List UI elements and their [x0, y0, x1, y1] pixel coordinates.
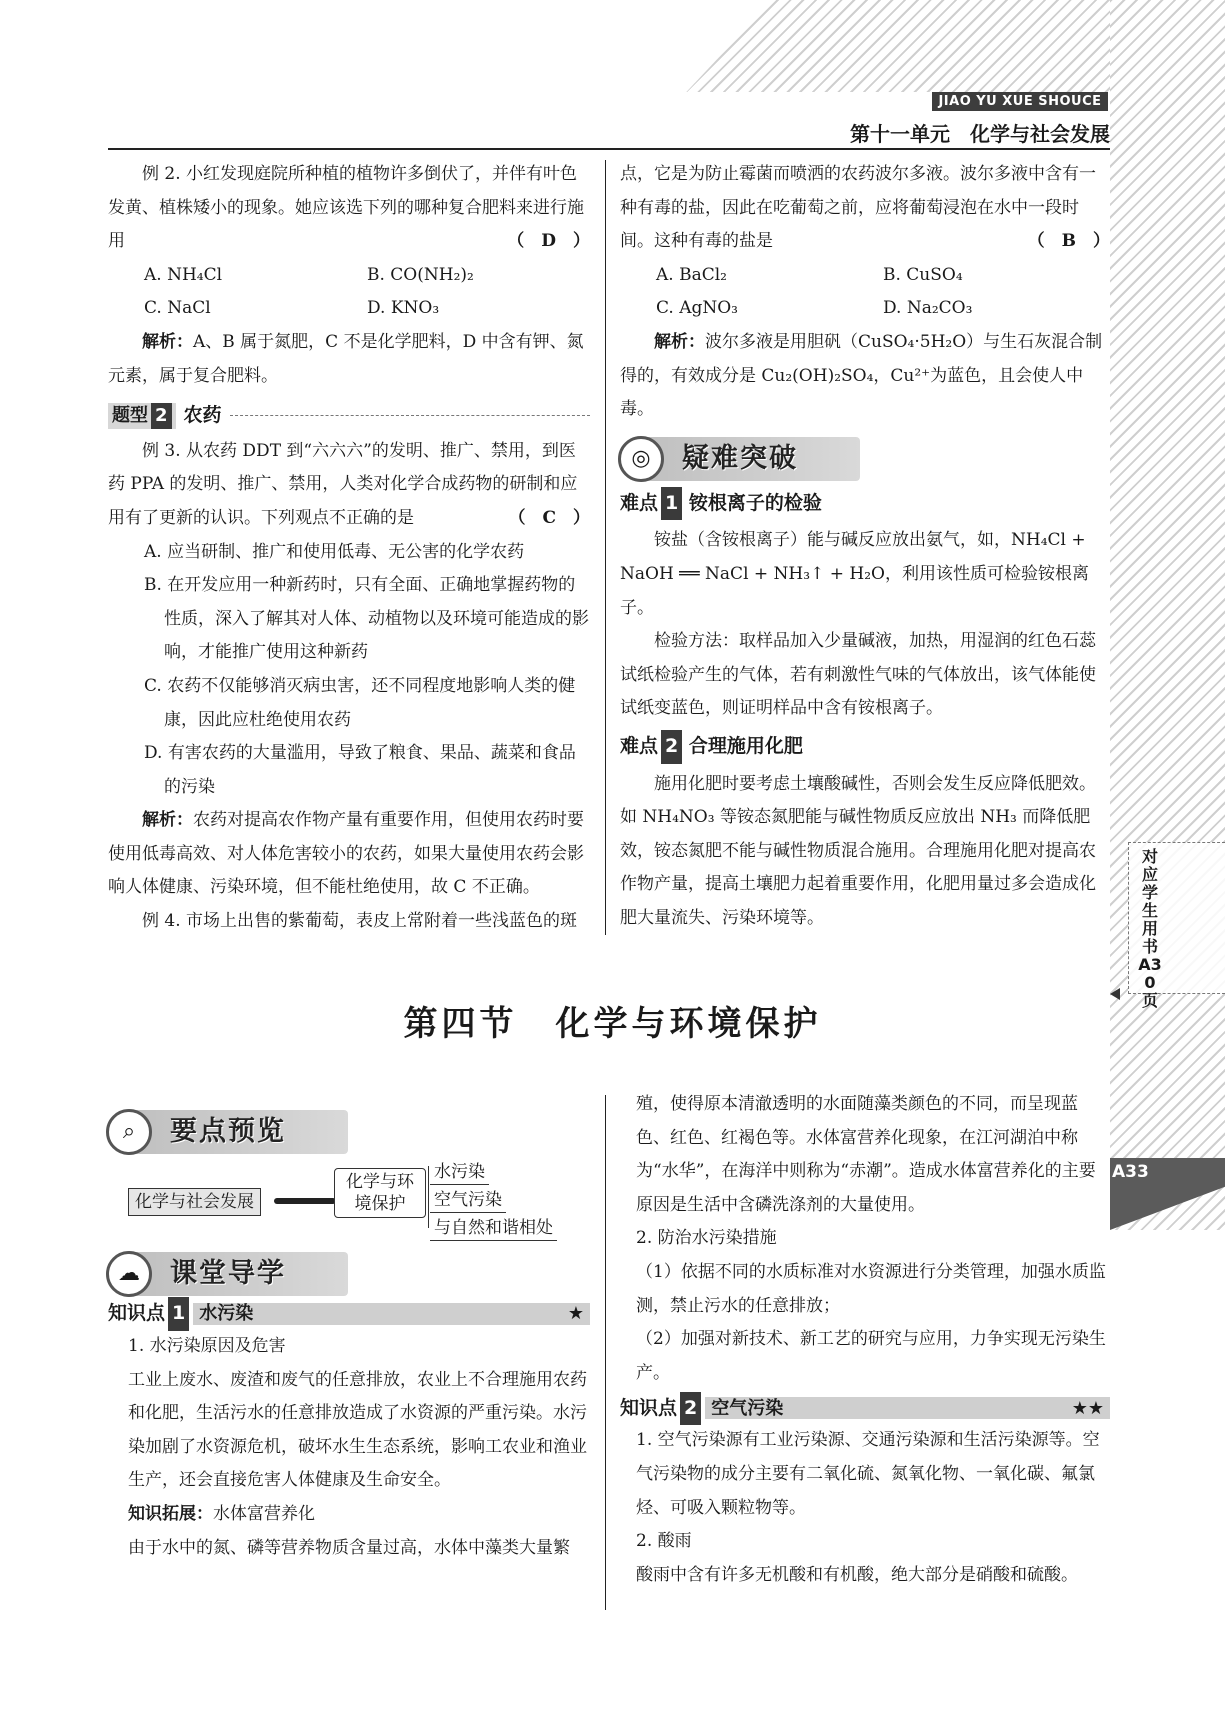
option-c: C. AgNO₃	[656, 298, 738, 319]
difficulty-number: 1	[661, 487, 682, 521]
air-pollution-para-1: 1. 空气污染源有工业污染源、交通污染源和生活污染源等。空气污染物的成分主要有二氧化硫、氮氧化物、一氧化碳、氟氯烃、可吸入颗粒物等。	[636, 1430, 1100, 1518]
analysis-text: 农药对提高农作物产量有重要作用，但使用农药时要使用低毒高效、对人体危害较小的农药，如果大量使用农药会影响人体健康、污染环境，但不能杜绝使用，故 C 不正确。	[108, 810, 584, 898]
mind-map-middle-node: 化学与环境保护	[334, 1168, 426, 1218]
acid-rain-para: 酸雨中含有许多无机酸和有机酸，绝大部分是硝酸和硫酸。	[636, 1564, 1078, 1585]
extension-para-continued: 殖，使得原本清澈透明的水面随藻类颜色的不同，而呈现蓝色、红色、红褐色等。水体富营养化现象，在江河湖泊中称为“水华”，在海洋中则称为“赤潮”。造成水体富营养化的主要原因是生活中含磷洗涤剂的大量使用。	[636, 1094, 1096, 1215]
analysis-label: 解析：	[142, 331, 193, 352]
example-3-stem	[108, 435, 590, 536]
knowledge-title: 水污染	[199, 1303, 254, 1325]
page-number: A33	[1112, 1162, 1149, 1182]
banner-title: 要点预览	[170, 1116, 286, 1148]
column-divider-bottom	[605, 1095, 606, 1610]
right-column-top	[620, 158, 1110, 935]
banner-title: 疑难突破	[682, 442, 798, 474]
header-unit-title: 第十一单元 化学与社会发展	[850, 122, 1110, 146]
analysis-text: 波尔多液是用胆矾（CuSO₄·5H₂O）与生石灰混合制得的，有效成分是 Cu₂(OH)₂SO₄，Cu²⁺为蓝色，且会使人中毒。	[620, 331, 1103, 420]
option-b: B. CO(NH₂)₂	[367, 264, 474, 285]
knowledge-extension	[108, 1498, 590, 1532]
example-3-analysis	[108, 804, 590, 905]
type-label-text: 题型	[112, 404, 148, 426]
knowledge-label-text: 知识点	[108, 1302, 166, 1325]
column-divider-top	[605, 160, 606, 935]
type-number: 2	[151, 403, 172, 429]
option-c: C. NaCl	[144, 298, 211, 319]
header-english-title: JIAO YU XUE SHOUCE	[932, 92, 1108, 111]
analysis-text: A、B 属于氮肥，C 不是化学肥料，D 中含有钾、氮元素，属于复合肥料。	[108, 331, 584, 386]
knowledge-label	[620, 1392, 701, 1426]
right-column-bottom	[620, 1088, 1110, 1592]
option-d: D. Na₂CO₃	[883, 298, 973, 319]
analysis-label: 解析：	[142, 810, 193, 831]
extension-title: 水体富营养化	[213, 1503, 315, 1524]
knowledge-label-text: 知识点	[620, 1396, 678, 1419]
difficulty-title: 合理施用化肥	[688, 734, 803, 757]
type-title: 农药	[183, 404, 222, 427]
extension-label: 知识拓展：	[128, 1503, 213, 1524]
option-a: A. NH₄Cl	[144, 264, 223, 285]
option-b: B. CuSO₄	[883, 264, 963, 285]
mind-map-leaf-nature: 与自然和谐相处	[430, 1216, 557, 1241]
water-measures-heading: 2. 防治水污染措施	[636, 1228, 777, 1249]
example-2-text: 例 2. 小红发现庭院所种植的植物许多倒伏了，并伴有叶色发黄、植株矮小的现象。她应该选下列的哪种复合肥料来进行施用	[108, 164, 584, 252]
knowledge-bar	[193, 1303, 590, 1325]
difficulty-1-heading	[620, 487, 1110, 521]
left-column-bottom	[108, 1100, 590, 1565]
difficulty-label: 难点	[620, 491, 659, 514]
mind-map-leaf-air: 空气污染	[430, 1188, 506, 1213]
question-type-heading	[108, 399, 590, 433]
example-3-option-d: D. 有害农药的大量滥用，导致了粮食、果品、蔬菜和食品的污染	[144, 743, 576, 797]
option-a: A. BaCl₂	[656, 264, 727, 285]
knowledge-point-2-heading	[620, 1396, 1110, 1420]
example-4-continued	[620, 158, 1110, 259]
example-4-answer: （ B ）	[1027, 231, 1110, 252]
option-d: D. KNO₃	[367, 298, 440, 319]
section-title: 第四节 化学与环境保护	[403, 1004, 822, 1044]
example-3-text: 例 3. 从农药 DDT 到“六六六”的发明、推广、禁用，到医药 PPA 的发明、推广、禁用，人类对化学合成药物的研制和应用有了更新的认识。下列观点不正确的是	[108, 440, 578, 528]
example-2-stem	[108, 158, 590, 259]
example-2-options-row2	[108, 292, 590, 326]
difficulty-1-para-1: 铵盐（含铵根离子）能与碱反应放出氨气，如，NH₄Cl + NaOH ══ NaCl + NH₃↑ + H₂O，利用该性质可检验铵根离子。	[620, 530, 1089, 618]
knowledge-point-1-heading	[108, 1302, 590, 1326]
mind-map	[108, 1160, 590, 1242]
side-reference-tab: 对应学生用书A30页	[1138, 847, 1162, 1010]
knowledge-number: 2	[680, 1392, 701, 1426]
star-icon: ★★	[1071, 1397, 1104, 1419]
mind-map-leaf-water: 水污染	[430, 1160, 489, 1185]
example-4-text: 点，它是为防止霉菌而喷洒的农药波尔多液。波尔多液中含有一种有毒的盐，因此在吃葡萄之前，应将葡萄浸泡在水中一段时间。这种有毒的盐是	[620, 164, 1096, 252]
type-label	[108, 403, 176, 429]
knowledge-1-subheading: 1. 水污染原因及危害	[128, 1336, 286, 1356]
example-4-options-row1	[620, 259, 1110, 293]
example-3-option-c: C. 农药不仅能够消灭病虫害，还不同程度地影响人类的健康，因此应杜绝使用农药	[144, 675, 576, 730]
water-measure-1: （1）依据不同的水质标准对水资源进行分类管理，加强水质监测，禁止污水的任意排放；	[636, 1261, 1106, 1316]
mind-map-connector	[274, 1198, 336, 1204]
star-icon: ★	[567, 1303, 584, 1325]
class-guide-banner	[108, 1252, 348, 1296]
example-2-answer: （ D ）	[507, 231, 590, 252]
difficulty-2-para-1: 施用化肥时要考虑土壤酸碱性，否则会发生反应降低肥效。如 NH₄NO₃ 等铵态氮肥能与碱性物质反应放出 NH₃ 而降低肥效，铵态氮肥不能与碱性物质混合施用。合理施用化肥对提高农作物产量，提高土壤肥力起着重要作用，化肥用量过多会造成化肥大量流失、污染环境等。	[620, 773, 1096, 928]
example-2-options-row1	[108, 259, 590, 293]
difficulty-2-heading	[620, 730, 1110, 764]
magnifier-icon: ⌕	[106, 1109, 152, 1155]
example-3-option-a: A. 应当研制、推广和使用低毒、无公害的化学农药	[144, 541, 525, 562]
example-2-analysis	[108, 326, 590, 393]
difficulty-title: 铵根离子的检验	[688, 491, 822, 514]
knowledge-bar	[705, 1397, 1110, 1419]
signal-icon: ◎	[618, 436, 664, 482]
knowledge-title: 空气污染	[711, 1397, 784, 1419]
side-hatch-decoration	[1110, 0, 1225, 1230]
knowledge-1-para: 工业上废水、废渣和废气的任意排放，农业上不合理施用农药和化肥，生活污水的任意排放造成了水资源的严重污染。水污染加剧了水资源危机，破坏水生生态系统，影响工农业和渔业生产，还会直接危害人体健康及生命安全。	[128, 1369, 587, 1491]
water-measure-2: （2）加强对新技术、新工艺的研究与应用，力争实现无污染生产。	[636, 1329, 1106, 1383]
knowledge-label	[108, 1297, 189, 1331]
extension-para-start: 由于水中的氮、磷等营养物质含量过高，水体中藻类大量繁	[128, 1537, 570, 1558]
knowledge-number: 1	[168, 1297, 189, 1331]
preview-banner	[108, 1110, 348, 1154]
banner-title: 课堂导学	[170, 1258, 286, 1290]
difficulty-number: 2	[661, 730, 682, 764]
left-column-top	[108, 158, 590, 939]
analysis-label: 解析：	[654, 331, 705, 352]
difficulty-label: 难点	[620, 734, 659, 757]
example-3-option-b: B. 在开发应用一种新药时，只有全面、正确地掌握药物的性质，深入了解其对人体、动植物以及环境可能造成的影响，才能推广使用这种新药	[144, 575, 589, 663]
example-4-start: 例 4. 市场上出售的紫葡萄，表皮上常附着一些浅蓝色的斑	[142, 911, 578, 932]
difficulty-1-para-2: 检验方法：取样品加入少量碱液，加热，用湿润的红色石蕊试纸检验产生的气体，若有刺激性气味的气体放出，该气体能使试纸变蓝色，则证明样品中含有铵根离子。	[620, 631, 1096, 719]
example-3-answer: （ C ）	[508, 507, 590, 528]
header-rule	[108, 148, 1110, 150]
mind-map-bracket	[428, 1166, 429, 1228]
cloud-icon: ☁	[106, 1251, 152, 1297]
difficulty-banner	[620, 437, 860, 481]
example-4-options-row2	[620, 292, 1110, 326]
dashed-rule	[230, 415, 590, 416]
example-4-analysis	[620, 326, 1110, 427]
mind-map-root: 化学与社会发展	[128, 1188, 261, 1216]
acid-rain-heading: 2. 酸雨	[636, 1531, 692, 1552]
